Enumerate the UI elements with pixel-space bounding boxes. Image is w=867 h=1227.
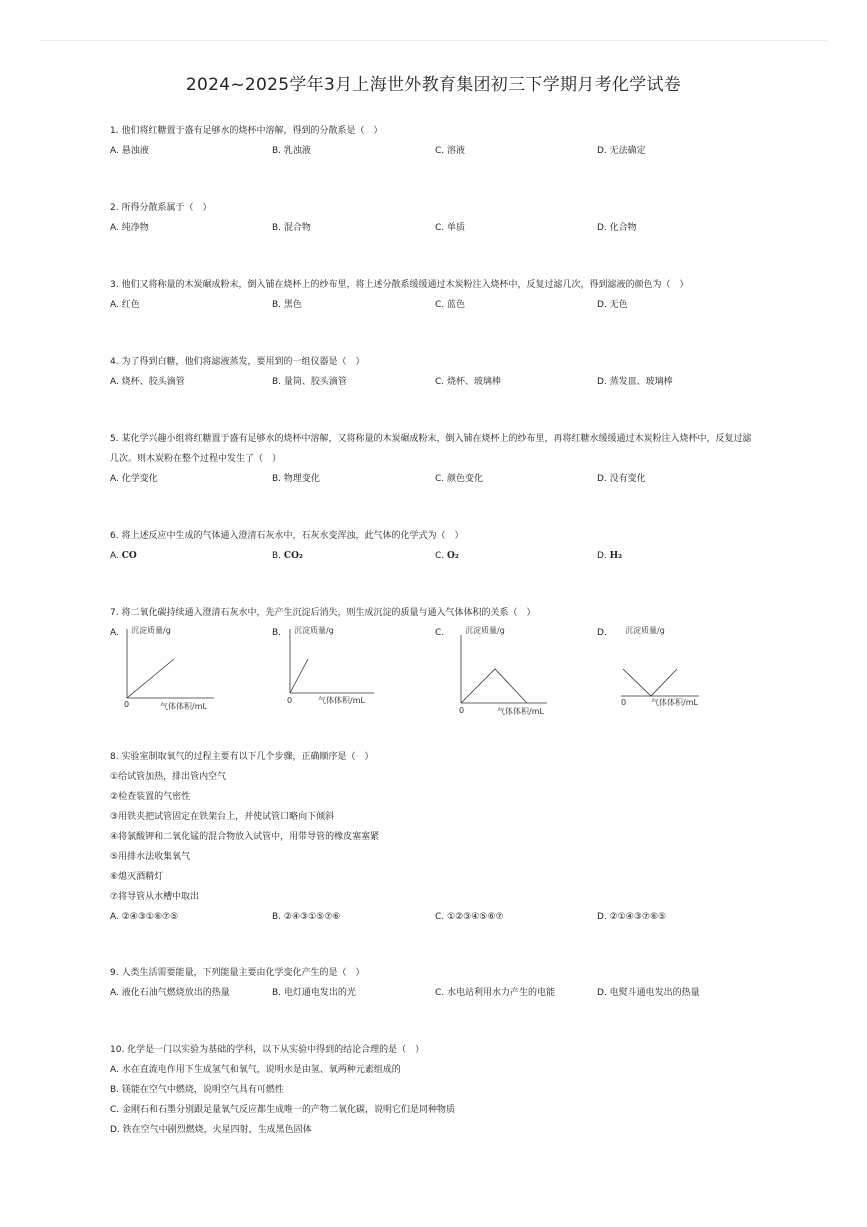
step: ①给试管加热，排出管内空气 <box>110 772 227 782</box>
question-text: 9. 人类生活需要能量，下列能量主要由化学变化产生的是（ ） <box>110 968 365 978</box>
options <box>110 469 760 489</box>
option-d[interactable]: D. 无法确定 <box>597 146 646 156</box>
option-a[interactable]: A. 红色 <box>110 300 140 310</box>
option-a[interactable]: A. 烧杯、胶头滴管 <box>110 377 185 387</box>
option-letter: A. <box>110 628 119 638</box>
origin-label: 0 <box>287 696 293 705</box>
option-b[interactable]: B. 混合物 <box>272 223 311 233</box>
option-a[interactable] <box>110 546 137 566</box>
formula: CO <box>121 551 137 561</box>
x-axis-label: 气体体积/mL <box>497 707 544 716</box>
option-c[interactable]: C. ①②③④⑤⑥⑦ <box>435 912 504 922</box>
option-b[interactable]: B. 镁能在空气中燃烧，说明空气具有可燃性 <box>110 1085 284 1095</box>
question-text: 6. 将上述反应中生成的气体通入澄清石灰水中，石灰水变浑浊，此气体的化学式为（ ） <box>110 531 464 541</box>
question-7 <box>110 603 760 716</box>
option-c[interactable]: C. 烧杯、玻璃棒 <box>435 377 502 387</box>
options <box>110 907 760 927</box>
x-axis-label: 气体体积/mL <box>651 698 698 707</box>
option-letter: D. <box>597 628 607 638</box>
x-axis-label: 气体体积/mL <box>318 696 365 705</box>
question-text: 5. 某化学兴趣小组将红糖置于盛有足够水的烧杯中溶解，又将称量的木炭碾成粉末，倒入铺在烧杯上的纱布里，再将红糖水缓缓通过木炭粉注入烧杯中，反复过滤几次。则木炭粉在整个过程中发生了（ ） <box>110 434 752 464</box>
curve <box>461 669 527 703</box>
option-b[interactable]: B. 物理变化 <box>272 474 320 484</box>
option-d[interactable]: D. 化合物 <box>597 223 637 233</box>
option-b[interactable]: B. 黑色 <box>272 300 302 310</box>
option-d[interactable]: D. 没有变化 <box>597 474 646 484</box>
question-text: 8. 实验室制取氧气的过程主要有以下几个步骤，正确顺序是（ ） <box>110 752 374 762</box>
option-d[interactable]: D. ②①④③⑦⑥⑤ <box>597 912 667 922</box>
question-text: 2. 所得分散系属于（ ） <box>110 203 212 213</box>
origin-label: 0 <box>459 706 465 715</box>
step: ③用铁夹把试管固定在铁架台上，并使试管口略向下倾斜 <box>110 812 335 822</box>
y-axis-label: 沉淀质量/g <box>625 626 665 635</box>
option-d[interactable]: D. 电熨斗通电发出的热量 <box>597 988 700 998</box>
option-letter: C. <box>435 628 445 638</box>
option-d[interactable] <box>597 546 622 566</box>
options <box>110 141 760 161</box>
question-text: 3. 他们又将称量的木炭碾成粉末，倒入铺在烧杯上的纱布里，将上述分散系缓缓通过木炭粉注入烧杯中，反复过滤几次，得到滤液的颜色为（ ） <box>110 280 689 290</box>
option-d[interactable]: D. 蒸发皿、玻璃棒 <box>597 377 673 387</box>
option-a[interactable]: A. 悬浊液 <box>110 146 149 156</box>
option-c[interactable]: C. 蓝色 <box>435 300 466 310</box>
curve <box>290 659 308 693</box>
options <box>110 218 760 238</box>
option-d[interactable]: D. 无色 <box>597 300 628 310</box>
option-b[interactable]: B. 量筒、胶头滴管 <box>272 377 347 387</box>
question-text: 4. 为了得到白糖，他们将滤液蒸发，要用到的一组仪器是（ ） <box>110 357 365 367</box>
question-4 <box>110 352 760 392</box>
page-title: 2024~2025学年3月上海世外教育集团初三下学期月考化学试卷 <box>185 75 682 95</box>
question-1 <box>110 121 760 161</box>
option-c[interactable]: C. 水电站利用水力产生的电能 <box>435 988 556 998</box>
option-a[interactable]: A. 化学变化 <box>110 474 158 484</box>
y-axis-label: 沉淀质量/g <box>131 626 171 635</box>
option-a[interactable]: A. 液化石油气燃烧放出的热量 <box>110 988 230 998</box>
step: ④将氯酸钾和二氧化锰的混合物放入试管中，用带导管的橡皮塞塞紧 <box>110 832 380 842</box>
origin-label: 0 <box>621 698 627 707</box>
option-letter: B. <box>272 628 282 638</box>
option-b[interactable]: B. ②④③①⑤⑦⑥ <box>272 912 341 922</box>
option-a[interactable]: A. 水在直流电作用下生成氢气和氧气，说明水是由氢、氧两种元素组成的 <box>110 1065 401 1075</box>
option-letter: A. <box>110 551 122 561</box>
option-c[interactable] <box>435 546 459 566</box>
x-axis-label: 气体体积/mL <box>160 702 207 711</box>
step: ⑤用排水法收集氧气 <box>110 852 191 862</box>
options <box>110 546 760 566</box>
header-divider <box>40 40 827 41</box>
step: ⑥熄灭酒精灯 <box>110 872 164 882</box>
option-letter: C. <box>435 551 448 561</box>
question-text: 1. 他们将红糖置于盛有足够水的烧杯中溶解，得到的分散系是（ ） <box>110 126 383 136</box>
question-5 <box>110 429 760 489</box>
y-axis-label: 沉淀质量/g <box>465 626 505 635</box>
graph-b <box>284 623 384 703</box>
option-letter: D. <box>597 551 610 561</box>
option-d[interactable]: D. 铁在空气中剧烈燃烧，火星四射，生成黑色固体 <box>110 1125 312 1135</box>
options <box>110 372 760 392</box>
curve <box>127 659 174 698</box>
options <box>110 295 760 315</box>
option-a[interactable]: A. 纯净物 <box>110 223 149 233</box>
option-c[interactable]: C. 单质 <box>435 223 466 233</box>
formula: H₂ <box>609 551 623 561</box>
option-b[interactable] <box>272 546 303 566</box>
option-c[interactable]: C. 颜色变化 <box>435 474 484 484</box>
option-letter: B. <box>272 551 284 561</box>
question-2 <box>110 198 760 238</box>
formula: CO₂ <box>283 551 303 561</box>
question-text: 7. 将二氧化碳持续通入澄清石灰水中，先产生沉淀后消失，则生成沉淀的质量与通入气体体积的关系（ ） <box>110 608 536 618</box>
question-10 <box>110 1040 760 1140</box>
question-8 <box>110 747 760 927</box>
step: ②检查装置的气密性 <box>110 792 191 802</box>
option-b[interactable]: B. 电灯通电发出的光 <box>272 988 356 998</box>
formula: O₂ <box>447 551 459 561</box>
y-axis-label: 沉淀质量/g <box>294 626 334 635</box>
option-b[interactable]: B. 乳浊液 <box>272 146 311 156</box>
question-6 <box>110 526 760 566</box>
origin-label: 0 <box>124 700 130 709</box>
question-text: 10. 化学是一门以实验为基础的学科，以下从实验中得到的结论合理的是（ ） <box>110 1045 425 1055</box>
graph-d <box>609 623 719 707</box>
option-a[interactable]: A. ②④③①⑥⑦⑤ <box>110 912 179 922</box>
graph-c <box>447 623 557 716</box>
graph-options <box>110 623 760 716</box>
option-c[interactable]: C. 金刚石和石墨分别跟足量氧气反应都生成唯一的产物二氧化碳，说明它们是同种物质 <box>110 1105 456 1115</box>
question-9 <box>110 963 760 1003</box>
graph-a <box>122 623 222 711</box>
curve <box>623 669 677 696</box>
question-3 <box>110 275 760 315</box>
options <box>110 983 760 1003</box>
step: ⑦将导管从水槽中取出 <box>110 892 200 902</box>
option-c[interactable]: C. 溶液 <box>435 146 466 156</box>
